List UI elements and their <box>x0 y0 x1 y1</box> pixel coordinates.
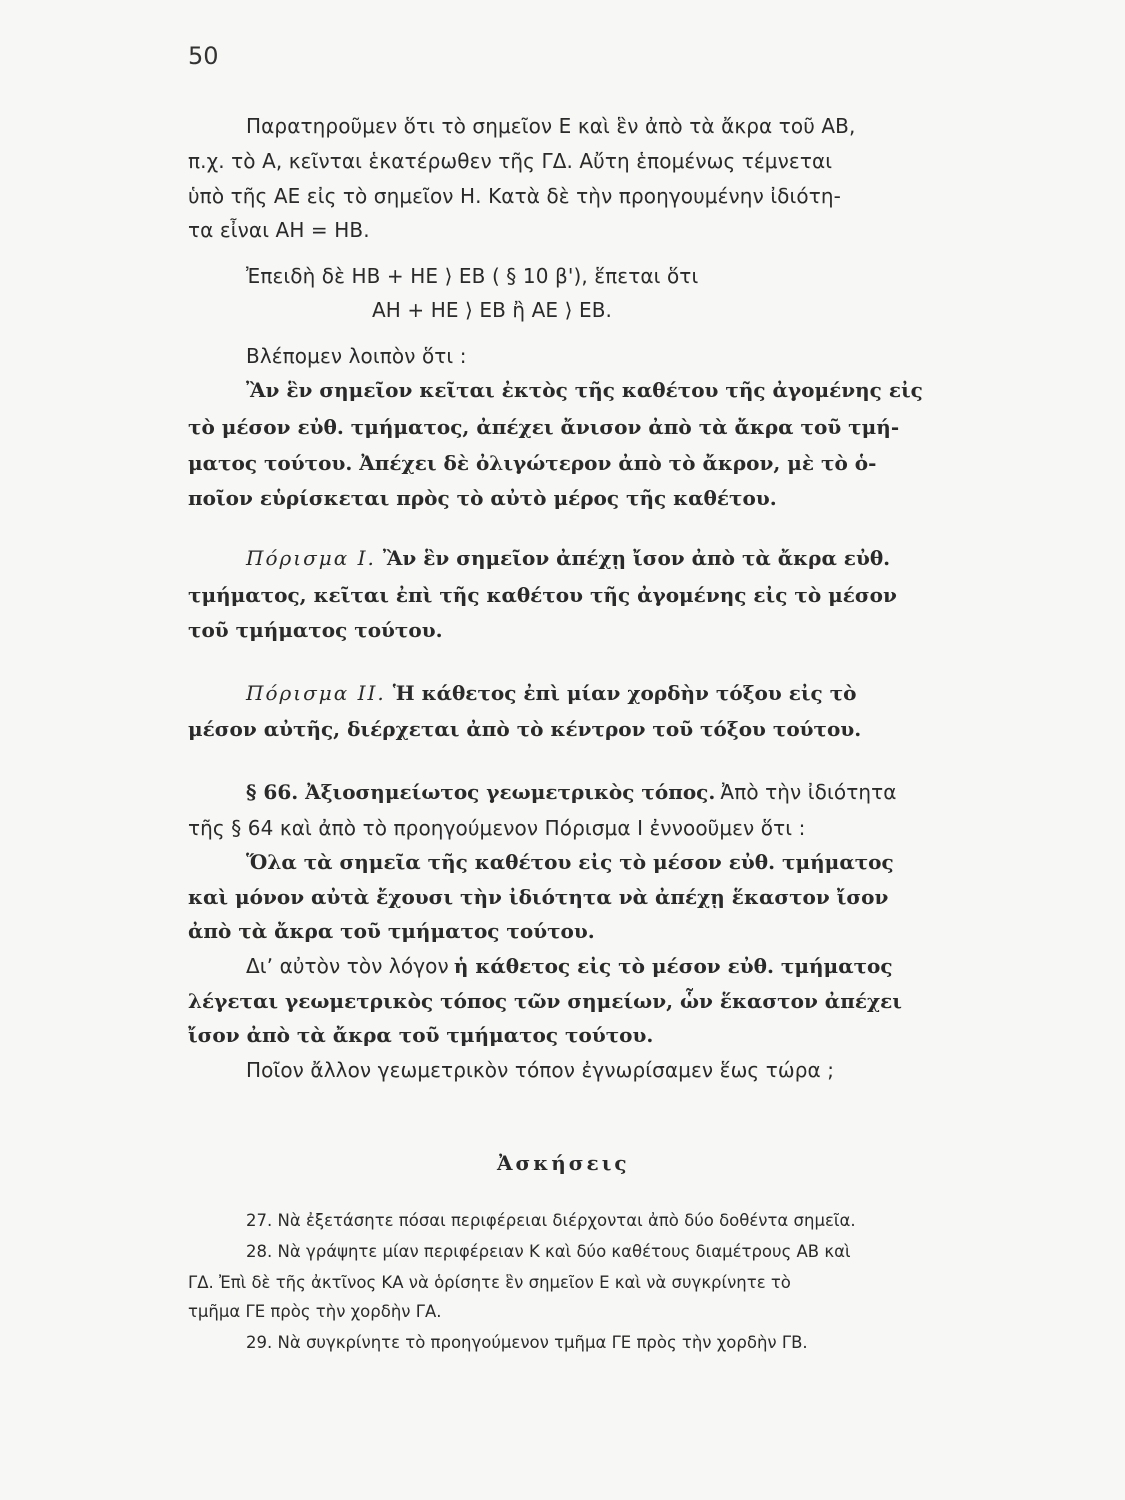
section66-reason-line-3: ἴσον ἀπὸ τὰ ἄκρα τοῦ τμήματος τούτου. <box>188 1023 654 1047</box>
para2-line: Ἐπειδὴ δὲ ΗΒ + ΗΕ ⟩ ΕΒ ( § 10 β'), ἕπεται ὅτι <box>246 264 699 288</box>
section66-reason-line-2: λέγεται γεωμετρικὸς τόπος τῶν σημείων, ὧν ἕκαστον ἀπέχει <box>188 989 902 1013</box>
reason-normal: Διʼ αὐτὸν τὸν λόγον <box>246 954 449 978</box>
page-number: 50 <box>188 42 219 70</box>
formula-line: ΑΗ + ΗΕ ⟩ ΕΒ ἢ ΑΕ ⟩ ΕΒ. <box>372 298 612 322</box>
section66-heading: § 66. Ἀξιοσημείωτος γεωμετρικὸς τόπος. <box>246 780 716 804</box>
section66-line-2: τῆς § 64 καὶ ἀπὸ τὸ προηγούμενον Πόρισμα Ι ἐννοοῦμεν ὅτι : <box>188 816 806 840</box>
section66-line-1 <box>246 782 897 802</box>
porisma2-text-1: Ἡ κάθετος ἐπὶ μίαν χορδὴν τόξου εἰς τὸ <box>392 681 857 705</box>
reason-bold-1: ἡ κάθετος εἰς τὸ μέσον εὐθ. τμήματος <box>453 954 893 978</box>
porisma2-line-1 <box>246 683 857 703</box>
para1-line-4: τα εἶναι ΑΗ = ΗΒ. <box>188 218 370 242</box>
porisma1-line-3: τοῦ τμήματος τούτου. <box>188 618 443 642</box>
section66-bold-1: Ὅλα τὰ σημεῖα τῆς καθέτου εἰς τὸ μέσον εὐθ. τμήματος <box>246 850 894 874</box>
theorem-line-1: Ἂν ἓν σημεῖον κεῖται ἐκτὸς τῆς καθέτου τῆς ἀγομένης εἰς <box>246 378 923 402</box>
porisma2-line-2: μέσον αὐτῆς, διέρχεται ἀπὸ τὸ κέντρον τοῦ τόξου τούτου. <box>188 717 862 741</box>
exercise-28-line-1: 28. Νὰ γράψητε μίαν περιφέρειαν Κ καὶ δύο καθέτους διαμέτρους ΑΒ καὶ <box>246 1242 851 1261</box>
lead-line: Βλέπομεν λοιπὸν ὅτι : <box>246 344 467 368</box>
section66-text-1: Ἀπὸ τὴν ἰδιότητα <box>720 780 897 804</box>
section66-bold-2: καὶ μόνον αὐτὰ ἔχουσι τὴν ἰδιότητα νὰ ἀπέχῃ ἕκαστον ἴσον <box>188 885 889 909</box>
theorem-line-2: τὸ μέσον εὐθ. τμήματος, ἀπέχει ἄνισον ἀπὸ τὰ ἄκρα τοῦ τμή- <box>188 415 900 439</box>
section66-bold-3: ἀπὸ τὰ ἄκρα τοῦ τμήματος τούτου. <box>188 919 595 943</box>
para1-line-2: π.χ. τὸ Α, κεῖνται ἑκατέρωθεν τῆς ΓΔ. Αὔτη ἑπομένως τέμνεται <box>188 149 833 173</box>
porisma1-title: Πόρισμα Ι. <box>246 546 376 570</box>
exercise-28-line-3: τμῆμα ΓΕ πρὸς τὴν χορδὴν ΓΑ. <box>188 1302 442 1321</box>
theorem-line-3: ματος τούτου. Ἀπέχει δὲ ὀλιγώτερον ἀπὸ τὸ ἄκρον, μὲ τὸ ὁ- <box>188 451 877 475</box>
section66-reason-line-1 <box>246 956 893 976</box>
para1-line-1: Παρατηροῦμεν ὅτι τὸ σημεῖον Ε καὶ ἓν ἀπὸ τὰ ἄκρα τοῦ ΑΒ, <box>246 114 856 138</box>
porisma1-text-1: Ἂν ἓν σημεῖον ἀπέχῃ ἴσον ἀπὸ τὰ ἄκρα εὐθ. <box>382 546 891 570</box>
porisma1-line-1 <box>246 548 890 568</box>
para1-line-3: ὑπὸ τῆς ΑΕ εἰς τὸ σημεῖον Η. Κατὰ δὲ τὴν προηγουμένην ἰδιότη- <box>188 184 841 208</box>
exercise-29: 29. Νὰ συγκρίνητε τὸ προηγούμενον τμῆμα ΓΕ πρὸς τὴν χορδὴν ΓΒ. <box>246 1333 808 1352</box>
theorem-line-4: ποῖον εὑρίσκεται πρὸς τὸ αὐτὸ μέρος τῆς καθέτου. <box>188 486 777 510</box>
section66-question: Ποῖον ἄλλον γεωμετρικὸν τόπον ἐγνωρίσαμεν ἕως τώρα ; <box>246 1058 835 1082</box>
porisma1-line-2: τμήματος, κεῖται ἐπὶ τῆς καθέτου τῆς ἀγομένης εἰς τὸ μέσον <box>188 583 897 607</box>
porisma2-title: Πόρισμα ΙΙ. <box>246 681 386 705</box>
exercise-28-line-2: ΓΔ. Ἐπὶ δὲ τῆς ἀκτῖνος ΚΑ νὰ ὁρίσητε ἓν σημεῖον Ε καὶ νὰ συγκρίνητε τὸ <box>188 1273 791 1292</box>
exercise-27: 27. Νὰ ἐξετάσητε πόσαι περιφέρειαι διέρχονται ἀπὸ δύο δοθέντα σημεῖα. <box>246 1211 856 1230</box>
exercises-title: Ἀσκήσεις <box>497 1151 630 1175</box>
